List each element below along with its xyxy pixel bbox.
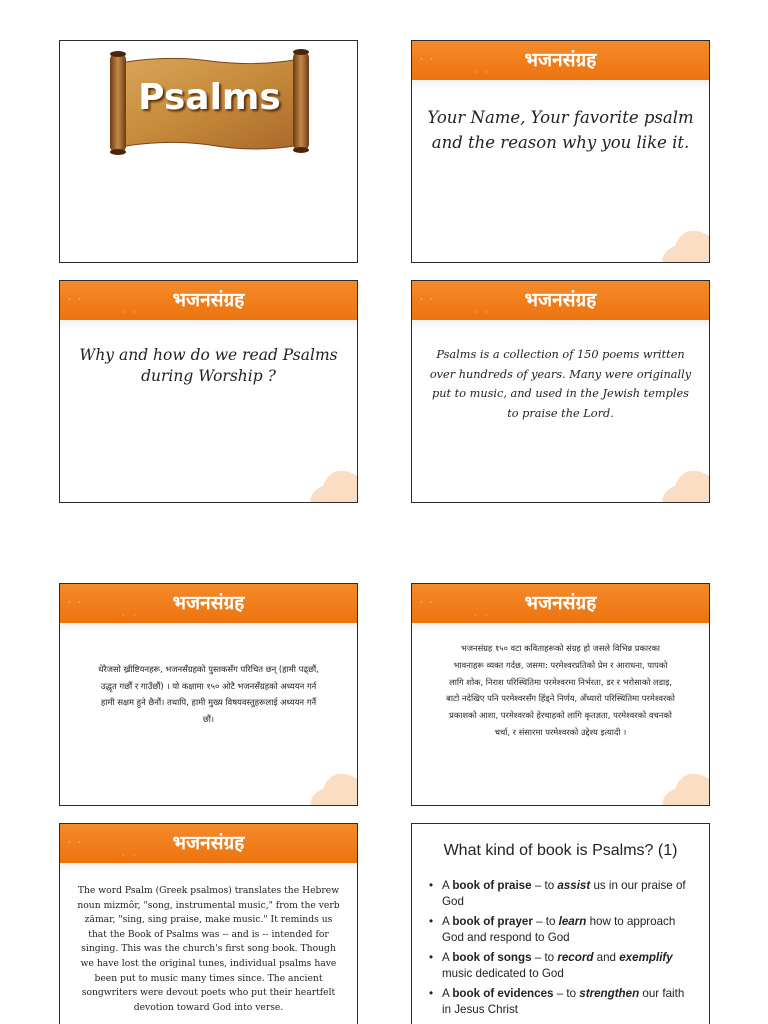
body-line: उद्धृत गर्छौं र गाउँछौं) । यो कक्षामा १५० ओटै भजनसँग्रहको अध्ययन गर्न [100, 680, 317, 691]
slide-header-title: भजनसंग्रह [524, 49, 597, 71]
body-line: over hundreds of years. Many were originally [429, 367, 692, 381]
slide-body [424, 345, 697, 423]
bullet-list [426, 878, 699, 1022]
body-line: to praise the Lord. [507, 406, 614, 420]
slide-heading: What kind of book is Psalms? (1) [443, 842, 678, 859]
slide-nepali-collection [411, 583, 710, 806]
slide-body [66, 884, 351, 1015]
body-line: भावनाहरू व्यक्त गर्दछ, जसमा: परमेश्वरप्रतिको प्रेम र आराधना, पापको [453, 659, 668, 670]
slide-header-title: भजनसंग्रह [172, 592, 245, 614]
body-line: चर्चा, र संसारमा परमेश्वरको उद्देश्य इत्यादी । [494, 726, 627, 737]
header-band: · · · · [412, 41, 709, 80]
body-line: The word Psalm (Greek psalmos) translates the Hebrew [77, 885, 340, 896]
bullet-icon: • [429, 951, 434, 964]
list-item: • A book of evidences – to strengthen our faith in Jesus Christ [429, 987, 685, 1016]
slide-word-psalm [59, 823, 358, 1024]
slide-psalms-title [59, 40, 358, 263]
body-line: that the Book of Psalms was -- and is -- intended for [88, 928, 329, 940]
slide-why-how [59, 280, 358, 503]
body-line: singing. This was the church's first song book. Though [81, 943, 336, 955]
psalms-scroll-logo [106, 49, 313, 157]
slide-kind-of-book [411, 823, 710, 1024]
corner-decoration-icon [301, 765, 358, 806]
slide-header-title: भजनसंग्रह [524, 289, 597, 311]
body-line: noun mizmôr, "song, instrumental music," from the verb [77, 899, 340, 911]
psalms-logo-text: Psalms [138, 77, 281, 118]
list-item: • A book of prayer – to learn how to approach God and respond to God [429, 915, 676, 944]
bullet-icon: • [429, 879, 434, 892]
body-line: प्रकाशको आशा, परमेश्वरको हेरचाहको लागि कृतज्ञता, परमेश्वरको वचनको [449, 710, 672, 721]
slide-body [72, 345, 345, 387]
list-item: • A book of songs – to record and exemplify music dedicated to God [429, 951, 673, 980]
header-band: · · · · [60, 281, 357, 320]
slide-body [66, 661, 351, 727]
header-band: · · · · [60, 824, 357, 863]
body-line: songwriters were devout poets who put their heartfelt [81, 987, 336, 999]
body-line: धेरैजसो ख्रीष्टियनहरू, भजनसँग्रहको पुस्तकसँग परिचित छन् (हामी पढ्छौं, [98, 664, 319, 674]
slide-header-title: भजनसंग्रह [172, 832, 245, 854]
body-line: Your Name, Your favorite psalm [427, 108, 694, 127]
slide-your-name [411, 40, 710, 263]
slide-nepali-intro [59, 583, 358, 806]
body-line: zāmar, "sing, sing praise, make music." It reminds us [84, 914, 333, 926]
body-line: छौं। [202, 713, 215, 724]
slide-header-title: भजनसंग्रह [172, 289, 245, 311]
corner-decoration-icon [301, 462, 358, 503]
body-line: put to music, and used in the Jewish temples [432, 387, 689, 400]
slide-body [418, 640, 703, 741]
corner-decoration-icon [653, 765, 710, 806]
list-item: • A book of praise – to assist us in our praise of God [429, 879, 686, 908]
body-line: लागि शोक, निराश परिस्थितिमा परमेश्वरमा निर्भरता, डर र भरोसाको लडाइ, [449, 676, 672, 687]
body-line: devotion toward God into verse. [133, 1001, 284, 1013]
body-line: Why and how do we read Psalms [79, 346, 338, 364]
body-line: हामी सक्षम हुने छैनौं। तथापि, हामी मुख्य विषयवस्तुहरूलाई अध्ययन गर्नै [100, 697, 317, 707]
header-band: · · · · [412, 281, 709, 320]
slide-header-title: भजनसंग्रह [524, 592, 597, 614]
body-line: भजनसंग्रह १५० वटा कविताहरूको संग्रह हो जसले विभिन्न प्रकारका [461, 643, 660, 653]
bullet-icon: • [429, 987, 434, 1000]
header-band: · · · · [412, 584, 709, 623]
body-line: we have lost the original tunes, individual psalms have [80, 957, 337, 969]
body-line: बाटो नदेखिए पनि परमेश्वरसँग हिंड्ने निर्णय, अँध्यारो परिस्थितिमा परमेश्वरको [446, 693, 675, 704]
bullet-icon: • [429, 915, 434, 928]
slide-collection-150 [411, 280, 710, 503]
body-line: been put to music many times since. The ancient [94, 972, 323, 984]
corner-decoration-icon [653, 462, 710, 503]
corner-decoration-icon [653, 222, 710, 263]
body-line: Psalms is a collection of 150 poems written [436, 348, 685, 361]
body-line: and the reason why you like it. [431, 133, 690, 152]
header-band: · · · · [60, 584, 357, 623]
slide-body [424, 105, 697, 155]
body-line: during Worship ? [141, 367, 276, 385]
